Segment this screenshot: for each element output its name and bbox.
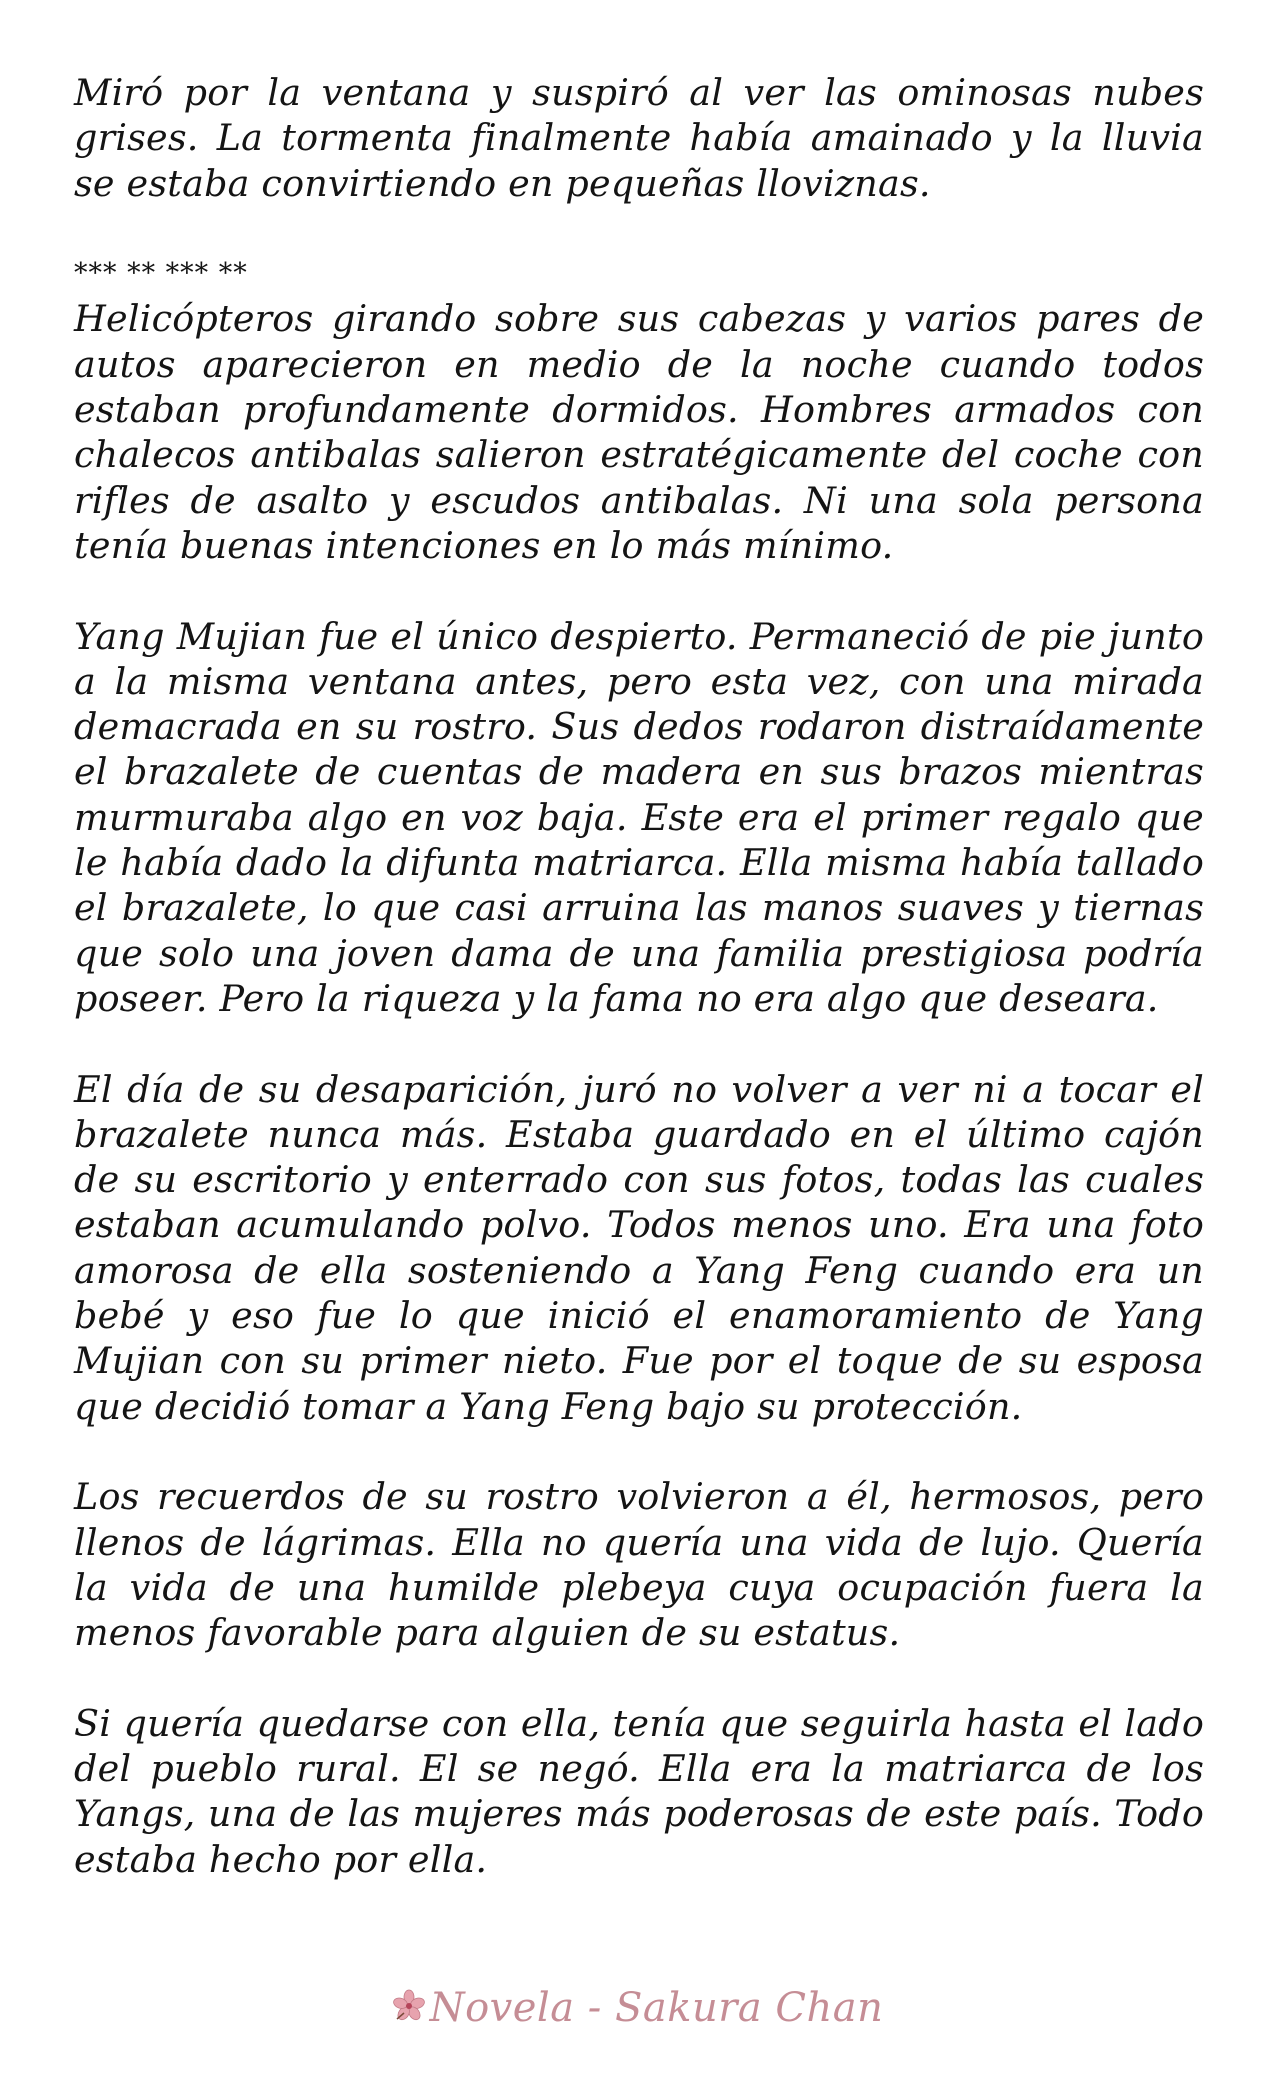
paragraph-3: Yang Mujian fue el único despierto. Permaneció de pie junto a la misma ventana antes, pero esta vez, con una mirada demacrada en su rostro. Sus dedos rodaron distraídamente el brazalete de cuentas de madera en sus brazos mientras murmuraba algo en voz baja. Este era el primer regalo que le había dado la difunta matriarca. Ella misma había tallado el brazalete, lo que casi arruina las manos suaves y tiernas que solo una joven dama de una familia prestigiosa podría poseer. Pero la riqueza y la fama no era algo que deseara.	[74, 614, 1204, 1020]
paragraph-1: Miró por la ventana y suspiró al ver las ominosas nubes grises. La tormenta finalmente había amainado y la lluvia se estaba convirtiendo en pequeñas lloviznas.	[74, 71, 1204, 205]
paragraph-5: Los recuerdos de su rostro volvieron a él, hermosos, pero llenos de lágrimas. Ella no quería una vida de lujo. Quería la vida de una humilde plebeya cuya ocupación fuera la menos favorable para alguien de su estatus.	[74, 1475, 1204, 1655]
paragraph-4: El día de su desaparición, juró no volver a ver ni a tocar el brazalete nunca más. Estaba guardado en el último cajón de su escritorio y enterrado con sus fotos, todas las cuales estaban acumulando polvo. Todos menos uno. Era una foto amorosa de ella sosteniendo a Yang Feng cuando era un bebé y eso fue lo que inició el enamoramiento de Yang Mujian con su primer nieto. Fue por el toque de su esposa que decidió tomar a Yang Feng bajo su protección.	[74, 1067, 1204, 1428]
story-text	[74, 70, 1204, 1882]
watermark	[0, 1985, 1275, 2031]
sakura-flower-icon	[392, 1987, 426, 2021]
watermark-text: Novela - Sakura Chan	[429, 1985, 884, 2031]
scene-separator: *** ** *** **	[74, 258, 248, 290]
paragraph-6: Si quería quedarse con ella, tenía que seguirla hasta el lado del pueblo rural. El se negó. Ella era la matriarca de los Yangs, una de las mujeres más poderosas de este país. Todo estaba hecho por ella.	[74, 1701, 1204, 1881]
paragraph-2: Helicópteros girando sobre sus cabezas y varios pares de autos aparecieron en medio de la noche cuando todos estaban profundamente dormidos. Hombres armados con chalecos antibalas salieron estratégicamente del coche con rifles de asalto y escudos antibalas. Ni una sola persona tenía buenas intenciones en lo más mínimo.	[74, 297, 1204, 567]
